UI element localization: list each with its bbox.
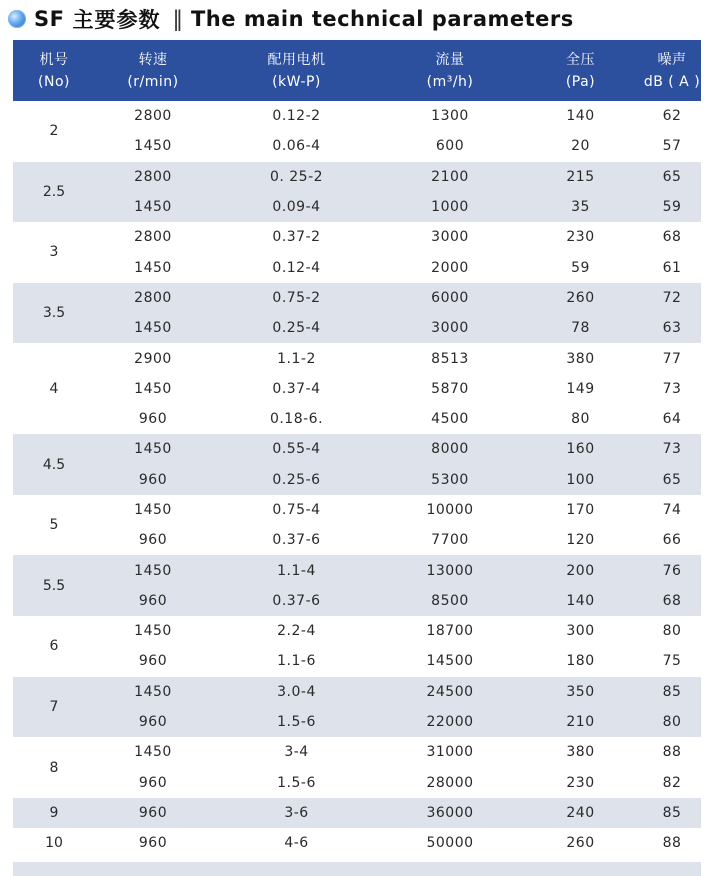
pressure-cell: 300 xyxy=(566,623,595,640)
noise-cell: 68 xyxy=(662,229,682,246)
motor-cell: 0.37-2 xyxy=(272,229,321,246)
pressure-cell: 140 xyxy=(566,108,595,125)
noise-cell: 74 xyxy=(662,502,682,518)
speed-cell: 2800 xyxy=(134,229,172,246)
header-unit: (m³/h) xyxy=(426,73,474,90)
flow-cell: 8000 xyxy=(431,441,469,458)
header-no xyxy=(13,40,95,101)
motor-cell: 1.1-4 xyxy=(277,562,316,579)
speed-cell: 960 xyxy=(138,804,168,821)
speed-cell: 1450 xyxy=(134,259,172,276)
pressure-cell: 210 xyxy=(566,714,595,731)
header-noise xyxy=(643,40,701,101)
flow-cell: 6000 xyxy=(431,289,469,306)
header-unit: (kW-P) xyxy=(272,73,321,90)
model-number: 9 xyxy=(49,804,59,821)
motor-cell: 0.37-4 xyxy=(272,380,321,397)
pressure-cell: 80 xyxy=(571,411,590,428)
pressure-cell: 149 xyxy=(566,380,595,397)
speed-cell: 960 xyxy=(138,835,168,852)
title-separator: ‖ xyxy=(172,7,183,31)
noise-cell: 66 xyxy=(662,532,682,549)
pressure-cell: 260 xyxy=(566,289,595,306)
model-number: 3 xyxy=(49,244,59,261)
flow-cell: 2100 xyxy=(431,168,469,185)
motor-cell: 3.0-4 xyxy=(277,683,316,700)
speed-cell: 2800 xyxy=(134,108,172,125)
header-unit: (r/min) xyxy=(127,73,179,90)
table-group xyxy=(13,616,701,677)
noise-cell: 63 xyxy=(662,320,682,337)
pressure-cell: 59 xyxy=(571,259,590,276)
flow-cell: 5300 xyxy=(431,471,469,488)
table-group xyxy=(13,101,701,162)
speed-cell: 2800 xyxy=(134,289,172,306)
table-body xyxy=(13,101,701,858)
motor-cell: 0.18-6. xyxy=(269,411,324,428)
pressure-cell: 170 xyxy=(566,502,595,518)
noise-cell: 80 xyxy=(662,623,682,640)
flow-cell: 36000 xyxy=(426,804,474,821)
flow-cell: 22000 xyxy=(426,714,474,731)
header-label: 流量 xyxy=(435,51,465,68)
model-number: 10 xyxy=(45,835,63,852)
model-number: 4 xyxy=(49,380,59,397)
speed-cell: 1450 xyxy=(134,138,172,155)
motor-cell: 0.55-4 xyxy=(272,441,321,458)
table-group xyxy=(13,737,701,798)
flow-cell: 8513 xyxy=(431,350,469,367)
page-title xyxy=(0,0,720,38)
model-number: 3.5 xyxy=(42,305,66,322)
speed-cell: 960 xyxy=(138,653,168,670)
flow-cell: 5870 xyxy=(431,380,469,397)
table-header xyxy=(13,40,701,101)
motor-cell: 1.1-6 xyxy=(277,653,316,670)
table-group xyxy=(13,495,701,556)
noise-cell: 85 xyxy=(662,683,682,700)
flow-cell: 13000 xyxy=(426,562,474,579)
title-english: The main technical parameters xyxy=(190,7,574,31)
motor-cell: 4-6 xyxy=(284,835,309,852)
pressure-cell: 380 xyxy=(566,350,595,367)
speed-cell: 1450 xyxy=(134,199,172,216)
pressure-cell: 20 xyxy=(571,138,590,155)
motor-cell: 0.06-4 xyxy=(272,138,321,155)
noise-cell: 62 xyxy=(662,108,682,125)
noise-cell: 61 xyxy=(662,259,682,276)
noise-cell: 73 xyxy=(662,380,682,397)
table-group xyxy=(13,798,701,828)
speed-cell: 960 xyxy=(138,774,168,791)
flow-cell: 24500 xyxy=(426,683,474,700)
speed-cell: 1450 xyxy=(134,320,172,337)
motor-cell: 0.25-4 xyxy=(272,320,321,337)
model-number: 5.5 xyxy=(42,577,66,594)
noise-cell: 73 xyxy=(662,441,682,458)
motor-cell: 0.75-2 xyxy=(272,289,321,306)
table-group xyxy=(13,828,701,858)
speed-cell: 960 xyxy=(138,532,168,549)
header-label: 全压 xyxy=(566,51,595,68)
speed-cell: 960 xyxy=(138,471,168,488)
pressure-cell: 260 xyxy=(566,835,595,852)
speed-cell: 1450 xyxy=(134,744,172,761)
bullet-icon xyxy=(8,10,26,28)
pressure-cell: 100 xyxy=(566,471,595,488)
header-unit: (No) xyxy=(38,73,70,90)
speed-cell: 1450 xyxy=(134,623,172,640)
pressure-cell: 215 xyxy=(566,168,595,185)
flow-cell: 7700 xyxy=(431,532,469,549)
noise-cell: 65 xyxy=(662,168,682,185)
noise-cell: 88 xyxy=(662,744,682,761)
motor-cell: 1.5-6 xyxy=(277,714,316,731)
noise-cell: 88 xyxy=(662,835,682,852)
speed-cell: 2800 xyxy=(134,168,172,185)
flow-cell: 600 xyxy=(435,138,465,155)
header-speed xyxy=(95,40,211,101)
pressure-cell: 380 xyxy=(566,744,595,761)
title-prefix: SF xyxy=(34,7,65,31)
table-group xyxy=(13,434,701,495)
noise-cell: 80 xyxy=(662,714,682,731)
speed-cell: 1450 xyxy=(134,683,172,700)
pressure-cell: 240 xyxy=(566,804,595,821)
pressure-cell: 140 xyxy=(566,592,595,609)
motor-cell: 3-4 xyxy=(284,744,309,761)
model-number: 4.5 xyxy=(42,456,66,473)
motor-cell: 0.75-4 xyxy=(272,502,321,518)
flow-cell: 31000 xyxy=(426,744,474,761)
motor-cell: 3-6 xyxy=(284,804,309,821)
header-flow xyxy=(382,40,518,101)
table-bottom-band xyxy=(13,862,701,876)
table-group xyxy=(13,677,701,738)
flow-cell: 3000 xyxy=(431,229,469,246)
table-group xyxy=(13,283,701,344)
pressure-cell: 120 xyxy=(566,532,595,549)
flow-cell: 2000 xyxy=(431,259,469,276)
noise-cell: 76 xyxy=(662,562,682,579)
speed-cell: 960 xyxy=(138,714,168,731)
pressure-cell: 230 xyxy=(566,229,595,246)
pressure-cell: 180 xyxy=(566,653,595,670)
model-number: 2.5 xyxy=(42,183,66,200)
header-label: 配用电机 xyxy=(267,51,326,68)
motor-cell: 0.09-4 xyxy=(272,199,321,216)
speed-cell: 2900 xyxy=(134,350,172,367)
table-group xyxy=(13,222,701,283)
speed-cell: 1450 xyxy=(134,562,172,579)
model-number: 6 xyxy=(49,638,59,655)
noise-cell: 75 xyxy=(662,653,682,670)
table-group xyxy=(13,343,701,434)
noise-cell: 59 xyxy=(662,199,682,216)
noise-cell: 72 xyxy=(662,289,682,306)
motor-cell: 0.12-4 xyxy=(272,259,321,276)
motor-cell: 0. 25-2 xyxy=(269,168,324,185)
header-motor xyxy=(211,40,382,101)
model-number: 2 xyxy=(49,123,59,140)
flow-cell: 18700 xyxy=(426,623,474,640)
speed-cell: 960 xyxy=(138,411,168,428)
header-label: 转速 xyxy=(138,51,168,68)
speed-cell: 1450 xyxy=(134,502,172,518)
flow-cell: 50000 xyxy=(426,835,474,852)
model-number: 8 xyxy=(49,759,59,776)
model-number: 5 xyxy=(49,517,59,534)
header-label: 机号 xyxy=(39,51,69,68)
pressure-cell: 35 xyxy=(571,199,590,216)
noise-cell: 57 xyxy=(662,138,682,155)
speed-cell: 1450 xyxy=(134,441,172,458)
motor-cell: 2.2-4 xyxy=(277,623,316,640)
table-group xyxy=(13,162,701,223)
flow-cell: 3000 xyxy=(431,320,469,337)
table-group xyxy=(13,555,701,616)
noise-cell: 64 xyxy=(662,411,682,428)
flow-cell: 1300 xyxy=(431,108,469,125)
motor-cell: 0.37-6 xyxy=(272,592,321,609)
header-label: 噪声 xyxy=(657,51,687,68)
header-unit: (Pa) xyxy=(565,73,596,90)
header-unit: dB ( A ) xyxy=(643,73,701,90)
motor-cell: 1.1-2 xyxy=(277,350,316,367)
flow-cell: 4500 xyxy=(431,411,469,428)
noise-cell: 82 xyxy=(662,774,682,791)
speed-cell: 960 xyxy=(138,592,168,609)
noise-cell: 68 xyxy=(662,592,682,609)
pressure-cell: 160 xyxy=(566,441,595,458)
title-chinese: 主要参数 xyxy=(72,8,161,32)
pressure-cell: 350 xyxy=(566,683,595,700)
header-pressure xyxy=(518,40,643,101)
parameters-table xyxy=(13,40,701,858)
speed-cell: 1450 xyxy=(134,380,172,397)
motor-cell: 1.5-6 xyxy=(277,774,316,791)
flow-cell: 1000 xyxy=(431,199,469,216)
motor-cell: 0.25-6 xyxy=(272,471,321,488)
flow-cell: 8500 xyxy=(431,592,469,609)
flow-cell: 28000 xyxy=(426,774,474,791)
noise-cell: 77 xyxy=(662,350,682,367)
pressure-cell: 200 xyxy=(566,562,595,579)
motor-cell: 0.12-2 xyxy=(272,108,321,125)
model-number: 7 xyxy=(49,698,59,715)
motor-cell: 0.37-6 xyxy=(272,532,321,549)
noise-cell: 85 xyxy=(662,804,682,821)
pressure-cell: 78 xyxy=(571,320,590,337)
flow-cell: 14500 xyxy=(426,653,474,670)
noise-cell: 65 xyxy=(662,471,682,488)
flow-cell: 10000 xyxy=(426,502,474,518)
pressure-cell: 230 xyxy=(566,774,595,791)
